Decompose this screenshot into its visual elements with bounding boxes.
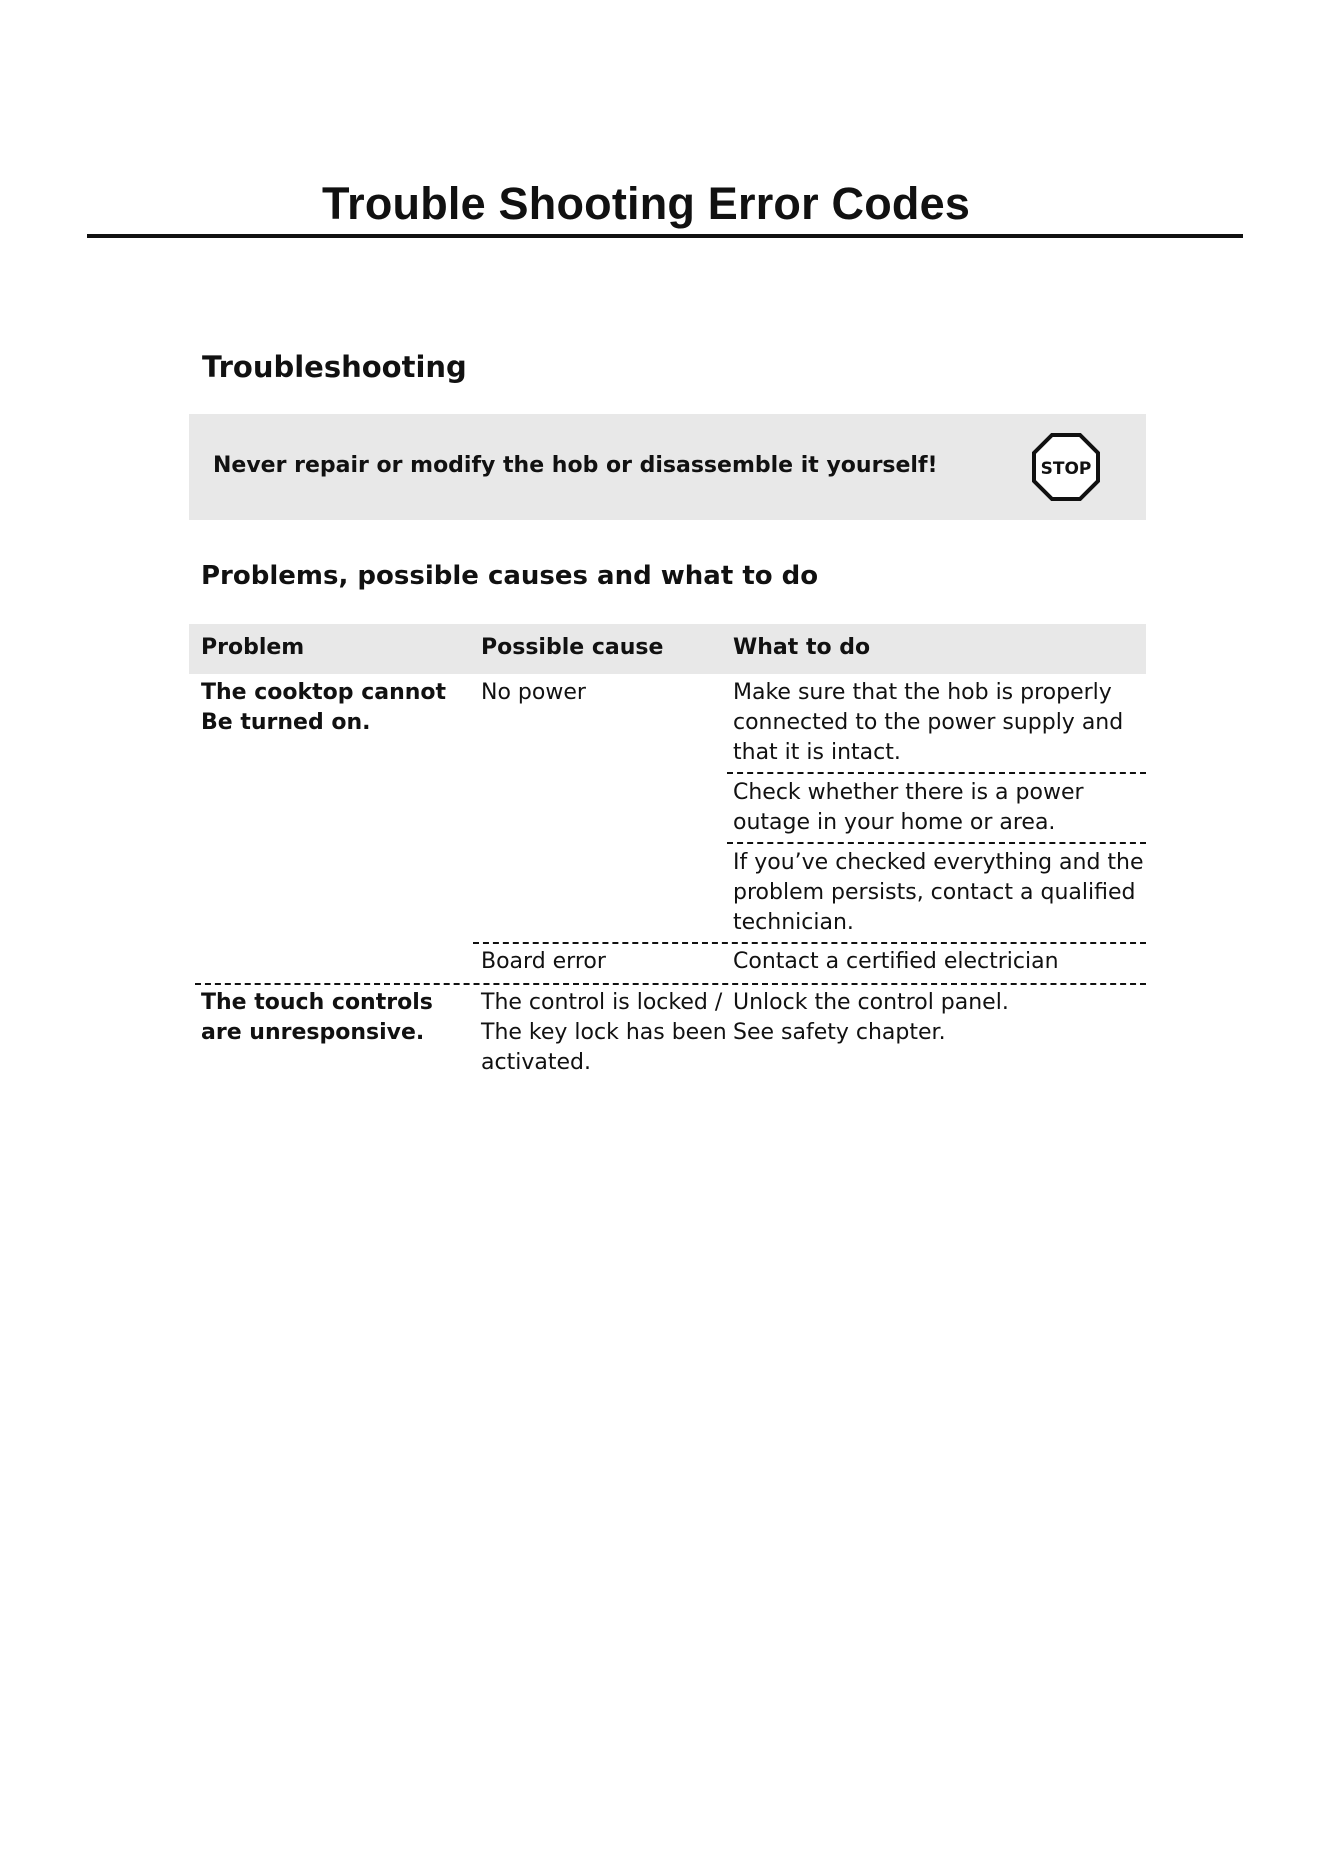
action-1-1-1-line-1: Make sure that the hob is properly	[733, 680, 1112, 705]
cause-1-2	[481, 947, 606, 977]
action-1-1-3-line-3: technician.	[733, 910, 854, 935]
section-heading: Troubleshooting	[202, 350, 467, 384]
divider-action-2	[727, 842, 1146, 844]
cause-1-1-line-1: No power	[481, 680, 586, 705]
cause-1-1	[481, 678, 586, 708]
warning-text: Never repair or modify the hob or disassemble it yourself!	[213, 453, 938, 478]
action-1-1-1	[733, 678, 1123, 768]
action-1-1-3	[733, 848, 1144, 938]
stop-sign-label: STOP	[1040, 459, 1092, 479]
action-1-1-1-line-3: that it is intact.	[733, 740, 901, 765]
action-2-1-1-line-2: See safety chapter.	[733, 1020, 946, 1045]
action-1-2-1	[733, 947, 1059, 977]
title-rule	[87, 234, 1243, 238]
action-2-1-1-line-1: Unlock the control panel.	[733, 990, 1009, 1015]
warning-box	[189, 414, 1146, 520]
header-what-to-do: What to do	[733, 635, 871, 660]
table-row-problem-2	[201, 988, 433, 1048]
divider-action-1	[727, 772, 1146, 774]
divider-cause-1	[473, 942, 1146, 944]
troubleshooting-table	[189, 624, 1146, 1075]
problem-1-line-1: The cooktop cannot	[201, 680, 447, 705]
cause-2-1-line-3: activated.	[481, 1050, 591, 1075]
problem-2-line-2: are unresponsive.	[201, 1020, 425, 1045]
table-row-problem-1	[201, 678, 446, 738]
table-header	[189, 624, 1146, 674]
action-2-1-1	[733, 988, 1009, 1048]
cause-2-1-line-2: The key lock has been	[481, 1020, 727, 1045]
action-1-1-1-line-2: connected to the power supply and	[733, 710, 1124, 735]
page-title: Trouble Shooting Error Codes	[321, 178, 971, 229]
action-1-2-1-line-1: Contact a certified electrician	[733, 949, 1059, 974]
action-1-1-3-line-1: If you’ve checked everything and the	[733, 850, 1144, 875]
header-problem: Problem	[201, 635, 305, 660]
problem-2-line-1: The touch controls	[201, 990, 433, 1015]
divider-row-1	[195, 983, 1146, 985]
action-1-1-3-line-2: problem persists, contact a qualified	[733, 880, 1136, 905]
problem-1-line-2: Be turned on.	[201, 710, 371, 735]
cause-2-1-line-1: The control is locked /	[481, 990, 723, 1015]
cause-1-2-line-1: Board error	[481, 949, 606, 974]
header-possible-cause: Possible cause	[481, 635, 664, 660]
action-1-1-2-line-1: Check whether there is a power	[733, 780, 1084, 805]
action-1-1-2-line-2: outage in your home or area.	[733, 810, 1056, 835]
cause-2-1	[481, 988, 727, 1078]
problems-subheading: Problems, possible causes and what to do	[201, 561, 819, 591]
stop-sign-icon	[1031, 432, 1101, 502]
action-1-1-2	[733, 778, 1084, 838]
